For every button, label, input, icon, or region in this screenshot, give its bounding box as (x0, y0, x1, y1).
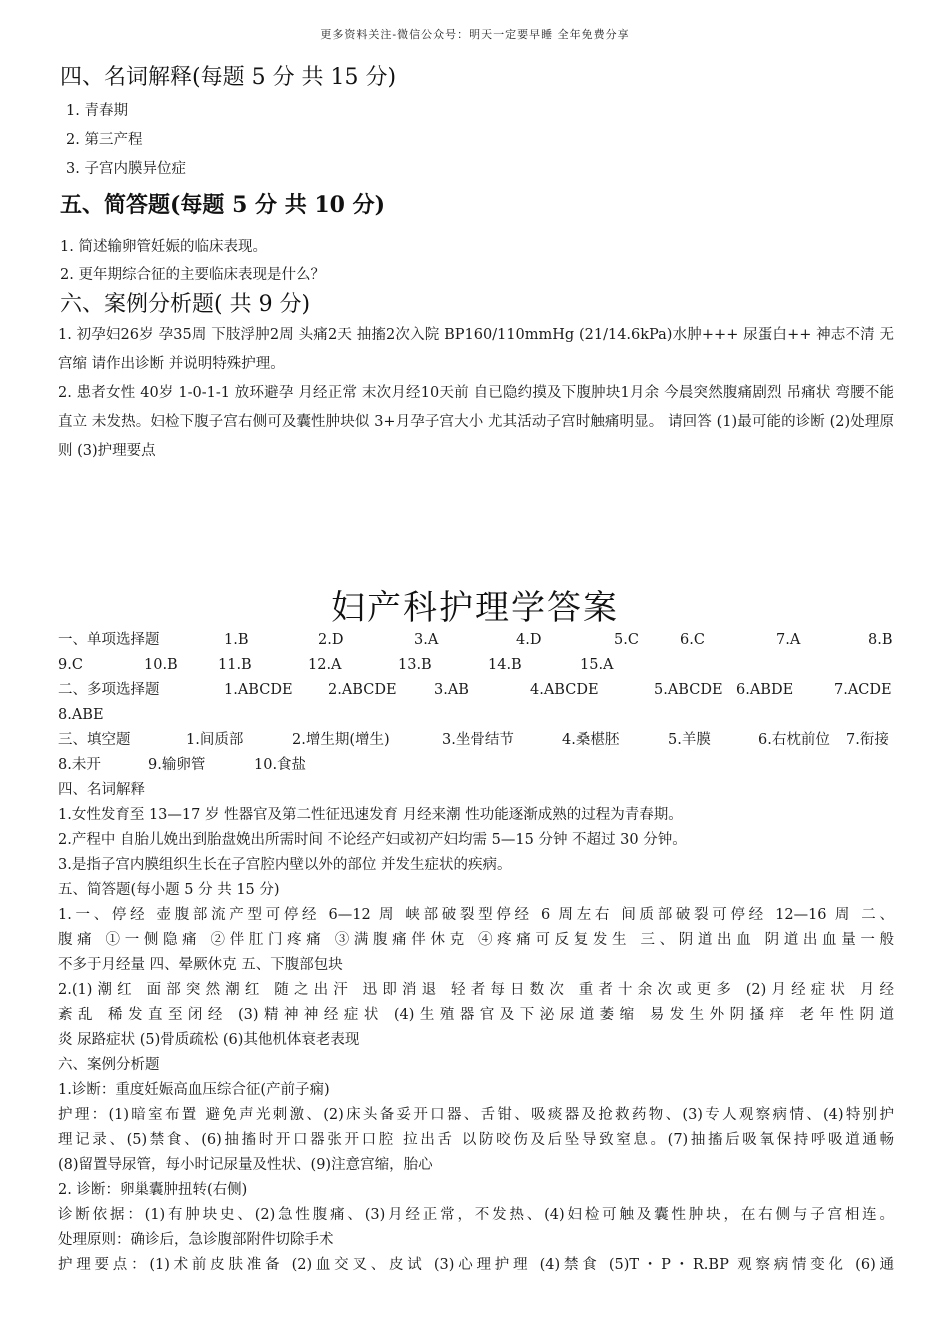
answer-item: 3.A (414, 632, 439, 648)
term-answer-2: 2.产程中 自胎儿娩出到胎盘娩出所需时间 不论经产妇或初产妇均需 5—15 分钟 不超过 30 分钟。 (58, 832, 687, 848)
sec5-item-1: 1. 简述输卵管妊娠的临床表现。 (60, 239, 267, 255)
case-line: 诊断依据：(1)有肿块史、(2)急性腹痛、(3)月经正常，不发热、(4)妇检可触及囊性肿块，在右侧与子宫相连。 (58, 1207, 894, 1223)
answer-item: 1.B (224, 632, 249, 648)
sec4-item-1: 1. 青春期 (66, 103, 128, 119)
terms-label: 四、名词解释 (58, 782, 145, 798)
mc-single-row-1 (58, 628, 894, 653)
mc-multi-label: 二、多项选择题 (58, 682, 160, 698)
short-line: 不多于月经量 四、晕厥休克 五、下腹部包块 (58, 957, 343, 973)
mc-single-row-2 (58, 653, 894, 678)
case-2: 2. 患者女性 40岁 1-0-1-1 放环避孕 月经正常 末次月经10天前 自已隐约摸及下腹肿块1月余 今晨突然腹痛剧烈 吊痛状 弯腰不能直立 未发热。妇检下腹子宫右侧可及囊性肿块似 3+月孕子宫大小 尤其活动子宫时触痛明显。 请回答 (1)最可能的诊断 (2)处理原则 (3)护理要点 (58, 385, 894, 459)
sec4-item-3: 3. 子宫内膜异位症 (66, 161, 186, 177)
term-answer-1: 1.女性发育至 13—17 岁 性器官及第二性征迅速发育 月经来潮 性功能逐渐成熟的过程为青春期。 (58, 807, 683, 823)
case-line: (8)留置导尿管，每小时记尿量及性状、(9)注意宫缩，胎心 (58, 1157, 433, 1173)
case-1: 1. 初孕妇26岁 孕35周 下肢浮肿2周 头痛2天 抽搐2次入院 BP160/110mmHg (21/14.6kPa)水肿+++ 尿蛋白++ 神志不清 无宫缩 请作出诊断 并说明特殊护理。 (58, 327, 894, 372)
answer-item: 2.ABCDE (328, 682, 397, 698)
case-line: 理记录、(5)禁食、(6)抽搐时开口器张开口腔 拉出舌 以防咬伤及后坠导致窒息。(7)抽搐后吸氧保持呼吸道通畅 (58, 1132, 894, 1148)
answer-item: 2.增生期(增生) (292, 732, 390, 748)
mc-multi-row-1 (58, 678, 894, 703)
answer-item: 4.D (516, 632, 542, 648)
answer-item: 6.ABDE (736, 682, 794, 698)
section-5-title: 五、简答题(每题 5 分 共 10 分) (60, 192, 386, 218)
sec5-item-2: 2. 更年期综合征的主要临床表现是什么？ (60, 267, 325, 283)
answer-item: 2.D (318, 632, 344, 648)
answer-item: 10.食盐 (254, 757, 307, 773)
short-label: 五、简答题(每小题 5 分 共 15 分) (58, 882, 280, 898)
answer-item: 7.A (776, 632, 801, 648)
short-line: 1.一、停经 壶腹部流产型可停经 6—12 周 峡部破裂型停经 6 周左右 间质部破裂可停经 12—16 周 二、 (58, 907, 894, 923)
mc-single-label: 一、单项选择题 (58, 632, 160, 648)
section-6-title: 六、案例分析题( 共 9 分) (60, 292, 311, 317)
answer-item: 9.输卵管 (148, 757, 206, 773)
answer-item: 11.B (218, 657, 252, 673)
answers-body (58, 628, 894, 1278)
answer-item: 6.C (680, 632, 705, 648)
short-line: 2.(1)潮红 面部突然潮红 随之出汗 迅即消退 轻者每日数次 重者十余次或更多 (2)月经症状 月经 (58, 982, 894, 998)
answer-item: 5.ABCDE (654, 682, 723, 698)
answer-item: 10.B (144, 657, 178, 673)
answers-title: 妇产科护理学答案 (331, 588, 619, 628)
answer-item: 8.未开 (58, 757, 101, 773)
answer-item: 8.B (868, 632, 893, 648)
fill-label: 三、填空题 (58, 732, 131, 748)
answer-item: 9.C (58, 657, 83, 673)
case-line: 2. 诊断：卵巢囊肿扭转(右侧) (58, 1182, 248, 1198)
answer-item: 4.ABCDE (530, 682, 599, 698)
answer-item: 3.AB (434, 682, 469, 698)
answer-item: 6.右枕前位 (758, 732, 830, 748)
answer-item: 14.B (488, 657, 522, 673)
answer-item: 12.A (308, 657, 342, 673)
answer-item: 15.A (580, 657, 614, 673)
top-note: 更多资料关注-微信公众号：明天一定要早睡 全年免费分享 (320, 28, 630, 41)
answer-item: 7.衔接 (846, 732, 889, 748)
case-line: 1.诊断：重度妊娠高血压综合征(产前子痫) (58, 1082, 330, 1098)
mc-multi-row-2 (58, 703, 894, 728)
term-answer-3: 3.是指子宫内膜组织生长在子宫腔内壁以外的部位 并发生症状的疾病。 (58, 857, 512, 873)
answer-item: 7.ACDE (834, 682, 892, 698)
cases-label: 六、案例分析题 (58, 1057, 160, 1073)
fill-row-2 (58, 753, 894, 778)
sec4-item-2: 2. 第三产程 (66, 132, 143, 148)
answer-item: 5.羊膜 (668, 732, 711, 748)
answer-item: 5.C (614, 632, 639, 648)
section-4-title: 四、名词解释(每题 5 分 共 15 分) (60, 65, 397, 90)
case-line: 护理：(1)暗室布置 避免声光刺激、(2)床头备妥开口器、舌钳、吸痰器及抢救药物、(3)专人观察病情、(4)特别护 (58, 1107, 894, 1123)
answer-item: 1.间质部 (186, 732, 244, 748)
answer-item: 13.B (398, 657, 432, 673)
answer-item: 4.桑椹胚 (562, 732, 620, 748)
answer-item: 8.ABE (58, 707, 104, 723)
short-line: 炎 尿路症状 (5)骨质疏松 (6)其他机体衰老表现 (58, 1032, 360, 1048)
fill-row-1 (58, 728, 894, 753)
answer-item: 1.ABCDE (224, 682, 293, 698)
case-line: 处理原则：确诊后，急诊腹部附件切除手术 (58, 1232, 334, 1248)
short-line: 紊乱 稀发直至闭经 (3)精神神经症状 (4)生殖器官及下泌尿道萎缩 易发生外阴搔痒 老年性阴道 (58, 1007, 894, 1023)
answer-item: 3.坐骨结节 (442, 732, 514, 748)
case-line: 护理要点：(1)术前皮肤准备 (2)血交叉、皮试 (3)心理护理 (4)禁食 (5)T・P・R.BP 观察病情变化 (6)通 (58, 1257, 894, 1273)
short-line: 腹痛 ①一侧隐痛 ②伴肛门疼痛 ③满腹痛伴休克 ④疼痛可反复发生 三、阴道出血 阴道出血量一般 (58, 932, 894, 948)
